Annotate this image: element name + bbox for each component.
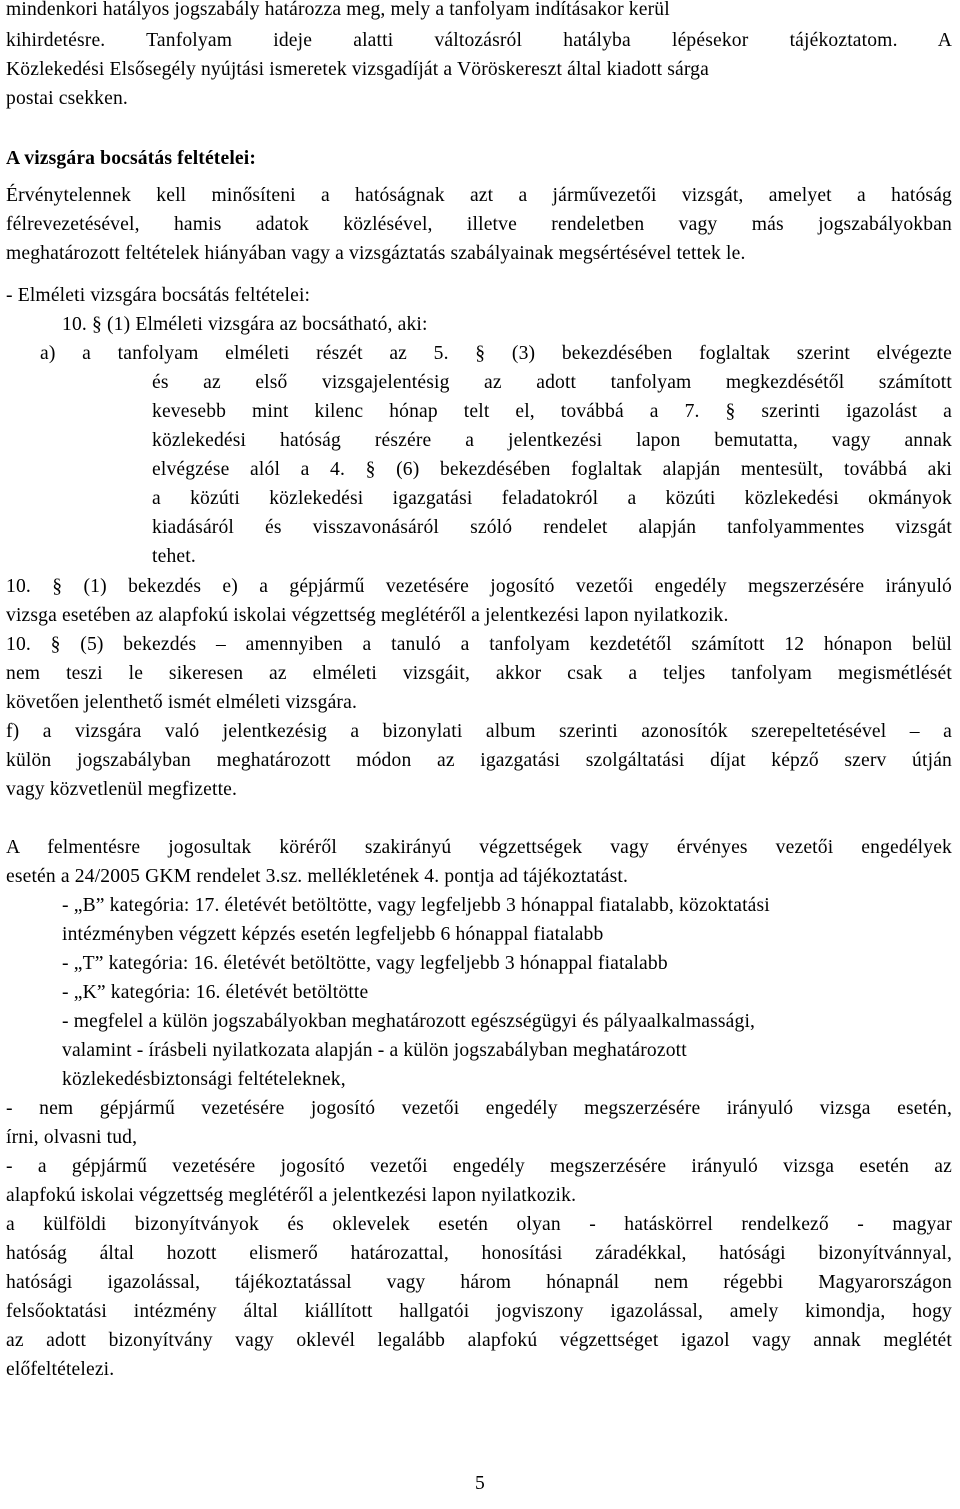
text-line: tehet. <box>152 546 196 567</box>
text-line: - „T” kategória: 16. életévét betöltötte, vagy legfeljebb 3 hónappal fiatalabb <box>62 953 668 974</box>
text-line: a külföldi bizonyítványok és oklevelek esetén olyan - hatáskörrel rendelkező - magyar <box>6 1214 952 1235</box>
text-line: vagy közvetlenül megfizette. <box>6 779 238 800</box>
text-line: - a gépjármű vezetésére jogosító vezetői engedély megszerzésére irányuló vizsga esetén az <box>6 1156 952 1177</box>
text-line: írni, olvasni tud, <box>6 1127 138 1148</box>
text-line: hatóság által hozott elismerő határozattal, honosítási záradékkal, hatósági bizonyítvánnyal, <box>6 1243 952 1264</box>
text-line: kevesebb mint kilenc hónap telt el, továbbá a 7. § szerinti igazolást a <box>152 401 952 422</box>
text-line: közlekedésbiztonsági feltételeknek, <box>62 1069 346 1090</box>
text-line: az adott bizonyítvány vagy oklevél legalább alapfokú végzettséget igazol vagy annak meglétét <box>6 1330 952 1351</box>
text-line: alapfokú iskolai végzettség meglétéről a jelentkezési lapon nyilatkozik. <box>6 1185 577 1206</box>
text-line: hatósági igazolással, tájékoztatással vagy három hónapnál nem régebbi Magyarországon <box>6 1272 952 1293</box>
text-line: intézményben végzett képzés esetén legfeljebb 6 hónappal fiatalabb <box>62 924 604 945</box>
text-line: félrevezetésével, hamis adatok közlésével, illetve rendeletben vagy más jogszabályokban <box>6 214 952 235</box>
text-line: - „B” kategória: 17. életévét betöltötte, vagy legfeljebb 3 hónappal fiatalabb, közoktatási <box>62 895 770 916</box>
list-item-a: a) a tanfolyam elméleti részét az 5. § (3) bekezdésében foglaltak szerint elvégezte <box>40 343 952 364</box>
text-line: postai csekken. <box>6 88 128 109</box>
text-line: esetén a 24/2005 GKM rendelet 3.sz. mellékletének 4. pontja ad tájékoztatást. <box>6 866 629 887</box>
text-line: kiadásáról és visszavonásáról szóló rendelet alapján tanfolyammentes vizsgát <box>152 517 952 538</box>
text-line: követően jelenthető ismét elméleti vizsgára. <box>6 692 358 713</box>
text-line: meghatározott feltételek hiányában vagy a vizsgáztatás szabályainak megsértésével tettek le. <box>6 243 746 264</box>
text-line: - Elméleti vizsgára bocsátás feltételei: <box>6 285 311 306</box>
text-line: vizsga esetében az alapfokú iskolai végzettség meglétéről a jelentkezési lapon nyilatkozik. <box>6 605 729 626</box>
text-line: 10. § (5) bekezdés – amennyiben a tanuló a tanfolyam kezdetétől számított 12 hónapon belül <box>6 634 952 655</box>
text-line: és az első vizsgajelentésig az adott tanfolyam megkezdésétől számított <box>152 372 952 393</box>
text-line: Érvénytelennek kell minősíteni a hatóságnak azt a járművezetői vizsgát, amelyet a hatóság <box>6 185 952 206</box>
text-line: 10. § (1) bekezdés e) a gépjármű vezetésére jogosító vezetői engedély megszerzésére irányuló <box>6 576 952 597</box>
text-line: nem teszi le sikeresen az elméleti vizsgáit, akkor csak a teljes tanfolyam megismétlését <box>6 663 952 684</box>
page-number: 5 <box>475 1473 485 1494</box>
text-line: - megfelel a külön jogszabályokban meghatározott egészségügyi és pályaalkalmassági, <box>62 1011 756 1032</box>
text-line: elvégzése alól a 4. § (6) bekezdésében foglaltak alapján mentesült, továbbá aki <box>152 459 952 480</box>
text-line: közlekedési hatóság részére a jelentkezési lapon bemutatta, vagy annak <box>152 430 952 451</box>
text-line: előfeltételezi. <box>6 1359 115 1380</box>
text-line: f) a vizsgára való jelentkezésig a bizonylati album szerinti azonosítók szerepeltetésével – a <box>6 721 952 742</box>
text-line: 10. § (1) Elméleti vizsgára az bocsátható, aki: <box>62 314 428 335</box>
text-line: - „K” kategória: 16. életévét betöltötte <box>62 982 369 1003</box>
text-line: kihirdetésre. Tanfolyam ideje alatti változásról hatályba lépésekor tájékoztatom. A <box>6 30 952 51</box>
text-line: valamint - írásbeli nyilatkozata alapján - a külön jogszabályban meghatározott <box>62 1040 687 1061</box>
text-line: a közúti közlekedési igazgatási feladatokról a közúti közlekedési okmányok <box>152 488 952 509</box>
text-line: mindenkori hatályos jogszabály határozza meg, mely a tanfolyam indításakor kerül <box>6 0 670 20</box>
text-line: Közlekedési Elsősegély nyújtási ismeretek vizsgadíját a Vöröskereszt által kiadott sárga <box>6 59 709 80</box>
text-line: - nem gépjármű vezetésére jogosító vezetői engedély megszerzésére irányuló vizsga esetén, <box>6 1098 952 1119</box>
section-heading: A vizsgára bocsátás feltételei: <box>6 148 257 169</box>
text-line: külön jogszabályban meghatározott módon az igazgatási szolgáltatási díjat képző szerv útján <box>6 750 952 771</box>
text-line: A felmentésre jogosultak köréről szakirányú végzettségek vagy érvényes vezetői engedélyek <box>6 837 952 858</box>
text-line: felsőoktatási intézmény által kiállított hallgatói jogviszony igazolással, amely kimondja, hogy <box>6 1301 952 1322</box>
